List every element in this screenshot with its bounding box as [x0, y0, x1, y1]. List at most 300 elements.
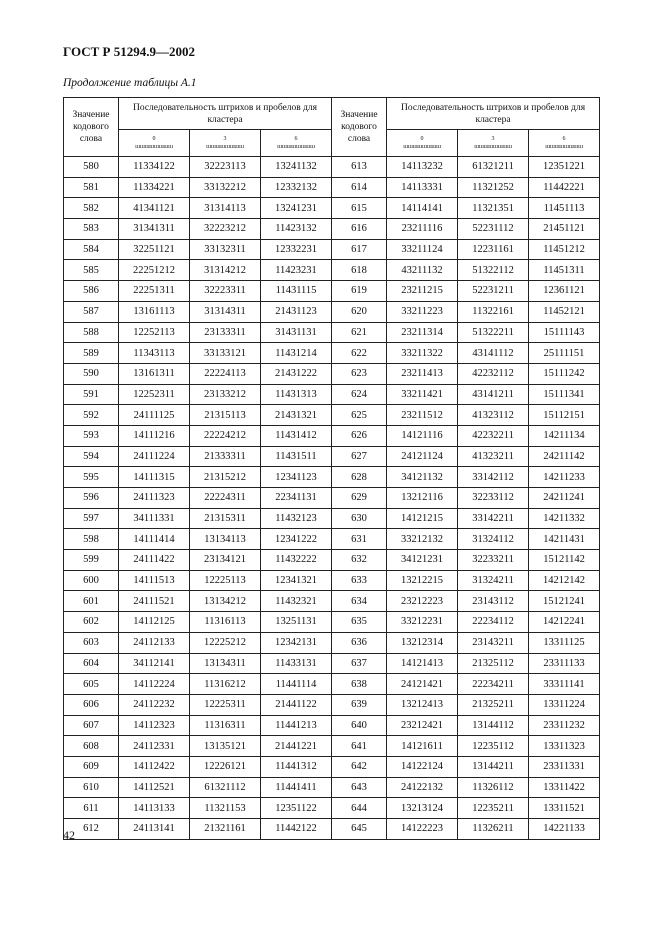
cluster-pattern-cell: 13311323	[529, 736, 600, 757]
table-row	[64, 260, 600, 281]
cluster-pattern-cell: 25111151	[529, 343, 600, 364]
cluster-pattern-cell: 11441312	[261, 756, 332, 777]
cluster-pattern-cell: 24112133	[119, 632, 190, 653]
cluster-pattern-cell: 23212223	[387, 591, 458, 612]
codeword-cell: 617	[332, 239, 387, 260]
cluster-pattern-cell: 21315113	[190, 405, 261, 426]
cluster-pattern-cell: 32223311	[190, 281, 261, 302]
cluster-pattern-cell: 61321112	[190, 777, 261, 798]
cluster-pattern-cell: 14121413	[387, 653, 458, 674]
cluster-pattern-cell: 23211116	[387, 219, 458, 240]
codeword-cell: 588	[64, 322, 119, 343]
table-row	[64, 612, 600, 633]
codeword-cell: 584	[64, 239, 119, 260]
cluster-pattern-cell: 14212241	[529, 612, 600, 633]
cluster-pattern-cell: 14122124	[387, 756, 458, 777]
cluster-pattern-cell: 23311232	[529, 715, 600, 736]
cluster-pattern-cell: 21325211	[458, 694, 529, 715]
cluster-pattern-cell: 12351221	[529, 157, 600, 178]
cluster-pattern-cell: 23143112	[458, 591, 529, 612]
cluster-pattern-cell: 34121231	[387, 550, 458, 571]
cluster-pattern-cell: 11433131	[261, 653, 332, 674]
codeword-cell: 640	[332, 715, 387, 736]
cluster-pattern-cell: 12252311	[119, 384, 190, 405]
cluster-pattern-cell: 23212421	[387, 715, 458, 736]
codeword-cell: 642	[332, 756, 387, 777]
codeword-cell: 619	[332, 281, 387, 302]
cluster-pattern-cell: 14121215	[387, 508, 458, 529]
cluster-pattern-cell: 24121124	[387, 446, 458, 467]
cluster-pattern-cell: 33133121	[190, 343, 261, 364]
cluster-pattern-cell: 11441213	[261, 715, 332, 736]
table-row	[64, 591, 600, 612]
cluster-pattern-cell: 23133311	[190, 322, 261, 343]
codeword-cell: 610	[64, 777, 119, 798]
codeword-cell: 594	[64, 446, 119, 467]
codeword-cell: 628	[332, 467, 387, 488]
codeword-cell: 585	[64, 260, 119, 281]
cluster-0-header: 0 шшшшшшшш	[387, 130, 458, 157]
cluster-pattern-cell: 24112232	[119, 694, 190, 715]
table-row	[64, 198, 600, 219]
cluster-pattern-cell: 15111242	[529, 363, 600, 384]
cluster-pattern-cell: 33132311	[190, 239, 261, 260]
cluster-pattern-cell: 14111315	[119, 467, 190, 488]
cluster-pattern-cell: 11441411	[261, 777, 332, 798]
codeword-cell: 607	[64, 715, 119, 736]
cluster-pattern-cell: 33211421	[387, 384, 458, 405]
cluster-pattern-cell: 11451113	[529, 198, 600, 219]
cluster-pattern-cell: 14212142	[529, 570, 600, 591]
table-row	[64, 177, 600, 198]
cluster-pattern-cell: 52231112	[458, 219, 529, 240]
cluster-pattern-cell: 23211413	[387, 363, 458, 384]
cluster-pattern-cell: 41323211	[458, 446, 529, 467]
cluster-pattern-cell: 14221133	[529, 819, 600, 840]
cluster-pattern-cell: 61321211	[458, 157, 529, 178]
codeword-cell: 603	[64, 632, 119, 653]
cluster-pattern-cell: 24111422	[119, 550, 190, 571]
cluster-pattern-cell: 14111513	[119, 570, 190, 591]
codeword-cell: 622	[332, 343, 387, 364]
codeword-cell: 630	[332, 508, 387, 529]
codeword-cell: 621	[332, 322, 387, 343]
cluster-pattern-cell: 23311331	[529, 756, 600, 777]
codeword-cell: 587	[64, 301, 119, 322]
cluster-pattern-cell: 21325112	[458, 653, 529, 674]
codeword-cell: 632	[332, 550, 387, 571]
cluster-pattern-cell: 31314311	[190, 301, 261, 322]
cluster-pattern-cell: 13161113	[119, 301, 190, 322]
cluster-pattern-cell: 21315311	[190, 508, 261, 529]
cluster-pattern-cell: 11431313	[261, 384, 332, 405]
cluster-pattern-cell: 11432222	[261, 550, 332, 571]
cluster-pattern-cell: 13311125	[529, 632, 600, 653]
cluster-pattern-cell: 51322112	[458, 260, 529, 281]
codeword-cell: 627	[332, 446, 387, 467]
cluster-pattern-cell: 11423231	[261, 260, 332, 281]
cluster-pattern-cell: 31314212	[190, 260, 261, 281]
cluster-pattern-cell: 14121116	[387, 425, 458, 446]
codeword-cell: 609	[64, 756, 119, 777]
codeword-cell: 626	[332, 425, 387, 446]
cluster-pattern-cell: 13311224	[529, 694, 600, 715]
cluster-pattern-cell: 33212132	[387, 529, 458, 550]
codeword-cell: 618	[332, 260, 387, 281]
cluster-pattern-cell: 11441114	[261, 674, 332, 695]
cluster-pattern-cell: 13144112	[458, 715, 529, 736]
cluster-pattern-cell: 13212116	[387, 488, 458, 509]
cluster-pattern-cell: 11431412	[261, 425, 332, 446]
codeword-cell: 638	[332, 674, 387, 695]
cluster-pattern-cell: 11316113	[190, 612, 261, 633]
cluster-pattern-cell: 12332132	[261, 177, 332, 198]
table-body	[64, 157, 600, 840]
cluster-pattern-cell: 11452121	[529, 301, 600, 322]
cluster-pattern-cell: 22224212	[190, 425, 261, 446]
table-row	[64, 488, 600, 509]
cluster-pattern-cell: 12231161	[458, 239, 529, 260]
cluster-pattern-cell: 22234112	[458, 612, 529, 633]
table-row	[64, 343, 600, 364]
table-row	[64, 632, 600, 653]
codeword-cell: 583	[64, 219, 119, 240]
cluster-pattern-cell: 24111224	[119, 446, 190, 467]
codeword-header: Значение кодового слова	[64, 98, 119, 157]
codeword-cell: 597	[64, 508, 119, 529]
codeword-cell: 644	[332, 798, 387, 819]
codeword-cell: 616	[332, 219, 387, 240]
codeword-cell: 592	[64, 405, 119, 426]
cluster-pattern-cell: 32233112	[458, 488, 529, 509]
cluster-pattern-cell: 12341123	[261, 467, 332, 488]
cluster-pattern-cell: 11321252	[458, 177, 529, 198]
cluster-pattern-cell: 14111414	[119, 529, 190, 550]
cluster-pattern-cell: 14211134	[529, 425, 600, 446]
cluster-pattern-cell: 13135121	[190, 736, 261, 757]
cluster-pattern-cell: 24111521	[119, 591, 190, 612]
cluster-pattern-cell: 24112331	[119, 736, 190, 757]
cluster-pattern-cell: 15111143	[529, 322, 600, 343]
codeword-cell: 620	[332, 301, 387, 322]
cluster-pattern-cell: 21431123	[261, 301, 332, 322]
cluster-pattern-cell: 14114141	[387, 198, 458, 219]
cluster-pattern-cell: 15121142	[529, 550, 600, 571]
cluster-pattern-cell: 14111216	[119, 425, 190, 446]
codeword-cell: 633	[332, 570, 387, 591]
cluster-pattern-cell: 21321161	[190, 819, 261, 840]
cluster-pattern-cell: 21431321	[261, 405, 332, 426]
cluster-pattern-cell: 21441122	[261, 694, 332, 715]
codeword-cell: 589	[64, 343, 119, 364]
cluster-pattern-cell: 12332231	[261, 239, 332, 260]
codeword-cell: 639	[332, 694, 387, 715]
cluster-pattern-cell: 13241231	[261, 198, 332, 219]
cluster-pattern-cell: 11334221	[119, 177, 190, 198]
codeword-cell: 582	[64, 198, 119, 219]
cluster-pattern-cell: 13311521	[529, 798, 600, 819]
cluster-pattern-cell: 24113141	[119, 819, 190, 840]
cluster-pattern-cell: 23311133	[529, 653, 600, 674]
cluster-pattern-cell: 12252113	[119, 322, 190, 343]
cluster-pattern-cell: 42232211	[458, 425, 529, 446]
bar-pattern-glyph: шшшшшшшш	[135, 143, 173, 150]
cluster-pattern-cell: 14211431	[529, 529, 600, 550]
cluster-pattern-cell: 13241132	[261, 157, 332, 178]
cluster-pattern-cell: 33142211	[458, 508, 529, 529]
cluster-pattern-cell: 21333311	[190, 446, 261, 467]
codeword-cell: 586	[64, 281, 119, 302]
cluster-pattern-cell: 11432123	[261, 508, 332, 529]
cluster-pattern-cell: 33212231	[387, 612, 458, 633]
cluster-pattern-cell: 22224113	[190, 363, 261, 384]
cluster-pattern-cell: 31324112	[458, 529, 529, 550]
table-row	[64, 736, 600, 757]
cluster-pattern-cell: 22251212	[119, 260, 190, 281]
codeword-cell: 637	[332, 653, 387, 674]
cluster-pattern-cell: 11451311	[529, 260, 600, 281]
cluster-pattern-cell: 22341131	[261, 488, 332, 509]
codeword-cell: 636	[332, 632, 387, 653]
cluster-pattern-cell: 21451121	[529, 219, 600, 240]
cluster-pattern-cell: 33211124	[387, 239, 458, 260]
codeword-cell: 591	[64, 384, 119, 405]
cluster-pattern-cell: 11322161	[458, 301, 529, 322]
cluster-pattern-cell: 14112323	[119, 715, 190, 736]
codeword-cell: 608	[64, 736, 119, 757]
cluster-pattern-cell: 42232112	[458, 363, 529, 384]
cluster-sequence-header: Последовательность штрихов и пробелов для кластера	[119, 98, 332, 130]
codeword-cell: 629	[332, 488, 387, 509]
cluster-pattern-cell: 41341121	[119, 198, 190, 219]
bar-pattern-glyph: шшшшшшшш	[474, 143, 512, 150]
cluster-pattern-cell: 11442122	[261, 819, 332, 840]
table-row	[64, 508, 600, 529]
cluster-pattern-cell: 12226121	[190, 756, 261, 777]
cluster-pattern-cell: 33211223	[387, 301, 458, 322]
cluster-pattern-cell: 12235211	[458, 798, 529, 819]
codeword-cell: 614	[332, 177, 387, 198]
codeword-cell: 604	[64, 653, 119, 674]
cluster-pattern-cell: 14112521	[119, 777, 190, 798]
cluster-pattern-cell: 14112422	[119, 756, 190, 777]
cluster-pattern-cell: 43211132	[387, 260, 458, 281]
cluster-pattern-cell: 11431511	[261, 446, 332, 467]
cluster-pattern-cell: 14112224	[119, 674, 190, 695]
cluster-6-header: 6 шшшшшшшш	[529, 130, 600, 157]
cluster-pattern-cell: 11343113	[119, 343, 190, 364]
table-row	[64, 550, 600, 571]
cluster-pattern-cell: 14112125	[119, 612, 190, 633]
codeword-cell: 581	[64, 177, 119, 198]
table-row	[64, 157, 600, 178]
cluster-pattern-cell: 13213124	[387, 798, 458, 819]
codeword-cell: 643	[332, 777, 387, 798]
table-row	[64, 529, 600, 550]
cluster-pattern-cell: 14122223	[387, 819, 458, 840]
cluster-pattern-cell: 23134121	[190, 550, 261, 571]
cluster-pattern-cell: 23211314	[387, 322, 458, 343]
cluster-pattern-cell: 14211233	[529, 467, 600, 488]
cluster-pattern-cell: 14113232	[387, 157, 458, 178]
codeword-cell: 634	[332, 591, 387, 612]
cluster-pattern-cell: 31431131	[261, 322, 332, 343]
table-row	[64, 715, 600, 736]
cluster-pattern-cell: 22224311	[190, 488, 261, 509]
cluster-pattern-cell: 24121421	[387, 674, 458, 695]
table-row	[64, 219, 600, 240]
cluster-pattern-cell: 15112151	[529, 405, 600, 426]
cluster-pattern-cell: 31314113	[190, 198, 261, 219]
cluster-pattern-cell: 12361121	[529, 281, 600, 302]
cluster-pattern-cell: 24122132	[387, 777, 458, 798]
cluster-pattern-cell: 12351122	[261, 798, 332, 819]
cluster-pattern-cell: 11316311	[190, 715, 261, 736]
table-row	[64, 384, 600, 405]
table-row	[64, 301, 600, 322]
cluster-pattern-cell: 11451212	[529, 239, 600, 260]
cluster-pattern-cell: 34121132	[387, 467, 458, 488]
cluster-pattern-cell: 11431214	[261, 343, 332, 364]
table-row	[64, 281, 600, 302]
table-row	[64, 653, 600, 674]
cluster-pattern-cell: 15111341	[529, 384, 600, 405]
codeword-cell: 625	[332, 405, 387, 426]
cluster-pattern-cell: 12225311	[190, 694, 261, 715]
cluster-pattern-cell: 12235112	[458, 736, 529, 757]
codeword-cell: 645	[332, 819, 387, 840]
cluster-pattern-cell: 33311141	[529, 674, 600, 695]
cluster-0-header: 0 шшшшшшшш	[119, 130, 190, 157]
bar-pattern-glyph: шшшшшшшш	[277, 143, 315, 150]
cluster-pattern-cell: 11321153	[190, 798, 261, 819]
cluster-pattern-cell: 12225212	[190, 632, 261, 653]
cluster-pattern-cell: 12341222	[261, 529, 332, 550]
cluster-pattern-cell: 41323112	[458, 405, 529, 426]
cluster-pattern-cell: 13251131	[261, 612, 332, 633]
page-number: 42	[63, 828, 75, 842]
table-continuation-caption: Продолжение таблицы А.1	[63, 77, 197, 89]
bar-pattern-glyph: шшшшшшшш	[545, 143, 583, 150]
cluster-pattern-cell: 14113133	[119, 798, 190, 819]
cluster-pattern-cell: 13212314	[387, 632, 458, 653]
cluster-pattern-cell: 13134212	[190, 591, 261, 612]
codeword-cell: 606	[64, 694, 119, 715]
cluster-pattern-cell: 31341311	[119, 219, 190, 240]
cluster-pattern-cell: 31324211	[458, 570, 529, 591]
cluster-pattern-cell: 21315212	[190, 467, 261, 488]
table-row	[64, 405, 600, 426]
table-row	[64, 570, 600, 591]
cluster-pattern-cell: 13212413	[387, 694, 458, 715]
codeword-cell: 631	[332, 529, 387, 550]
cluster-pattern-cell: 22251311	[119, 281, 190, 302]
cluster-6-header: 6 шшшшшшшш	[261, 130, 332, 157]
table-row	[64, 694, 600, 715]
codeword-cell: 635	[332, 612, 387, 633]
codeword-cell: 602	[64, 612, 119, 633]
codeword-cell: 624	[332, 384, 387, 405]
cluster-pattern-cell: 34111331	[119, 508, 190, 529]
cluster-pattern-cell: 11316212	[190, 674, 261, 695]
cluster-pattern-cell: 14113331	[387, 177, 458, 198]
codeword-cell: 595	[64, 467, 119, 488]
cluster-pattern-cell: 24111323	[119, 488, 190, 509]
cluster-pattern-cell: 11326211	[458, 819, 529, 840]
table-row	[64, 446, 600, 467]
cluster-pattern-cell: 23211215	[387, 281, 458, 302]
cluster-pattern-cell: 11423132	[261, 219, 332, 240]
cluster-pattern-cell: 32233211	[458, 550, 529, 571]
cluster-pattern-cell: 32223212	[190, 219, 261, 240]
cluster-pattern-cell: 52231211	[458, 281, 529, 302]
codeword-cell: 601	[64, 591, 119, 612]
table-row	[64, 239, 600, 260]
codeword-cell: 641	[332, 736, 387, 757]
cluster-pattern-cell: 12225113	[190, 570, 261, 591]
cluster-pattern-cell: 21441221	[261, 736, 332, 757]
cluster-pattern-cell: 22234211	[458, 674, 529, 695]
cluster-pattern-cell: 13212215	[387, 570, 458, 591]
cluster-pattern-cell: 24211142	[529, 446, 600, 467]
table-row	[64, 363, 600, 384]
cluster-pattern-cell: 12342131	[261, 632, 332, 653]
table-row	[64, 467, 600, 488]
codeword-cell: 611	[64, 798, 119, 819]
codeword-cell: 593	[64, 425, 119, 446]
cluster-pattern-cell: 21431222	[261, 363, 332, 384]
codeword-cell: 598	[64, 529, 119, 550]
cluster-pattern-cell: 23211512	[387, 405, 458, 426]
table-row	[64, 322, 600, 343]
codeword-cell: 613	[332, 157, 387, 178]
table-row	[64, 674, 600, 695]
codeword-cell: 605	[64, 674, 119, 695]
cluster-pattern-cell: 11442221	[529, 177, 600, 198]
codeword-cell: 599	[64, 550, 119, 571]
cluster-pattern-cell: 11432321	[261, 591, 332, 612]
codeword-cell: 623	[332, 363, 387, 384]
cluster-sequence-header: Последовательность штрихов и пробелов для кластера	[387, 98, 600, 130]
codeword-cell: 590	[64, 363, 119, 384]
cluster-3-header: 3 шшшшшшшш	[458, 130, 529, 157]
cluster-3-header: 3 шшшшшшшш	[190, 130, 261, 157]
cluster-pattern-cell: 13134113	[190, 529, 261, 550]
table-row	[64, 756, 600, 777]
cluster-pattern-cell: 24211241	[529, 488, 600, 509]
codeword-header: Значение кодового слова	[332, 98, 387, 157]
table-row	[64, 819, 600, 840]
cluster-pattern-cell: 13134311	[190, 653, 261, 674]
cluster-pattern-cell: 23133212	[190, 384, 261, 405]
cluster-pattern-cell: 23143211	[458, 632, 529, 653]
cluster-pattern-cell: 33142112	[458, 467, 529, 488]
codeword-cell: 612	[64, 819, 119, 840]
cluster-pattern-cell: 11334122	[119, 157, 190, 178]
cluster-pattern-cell: 11326112	[458, 777, 529, 798]
cluster-pattern-cell: 11321351	[458, 198, 529, 219]
cluster-pattern-cell: 34112141	[119, 653, 190, 674]
codeword-cell: 580	[64, 157, 119, 178]
bar-pattern-glyph: шшшшшшшш	[403, 143, 441, 150]
cluster-pattern-cell: 14211332	[529, 508, 600, 529]
cluster-pattern-cell: 12341321	[261, 570, 332, 591]
cluster-pattern-cell: 33211322	[387, 343, 458, 364]
cluster-pattern-cell: 43141112	[458, 343, 529, 364]
codeword-cell: 600	[64, 570, 119, 591]
cluster-pattern-cell: 15121241	[529, 591, 600, 612]
cluster-pattern-cell: 24111125	[119, 405, 190, 426]
